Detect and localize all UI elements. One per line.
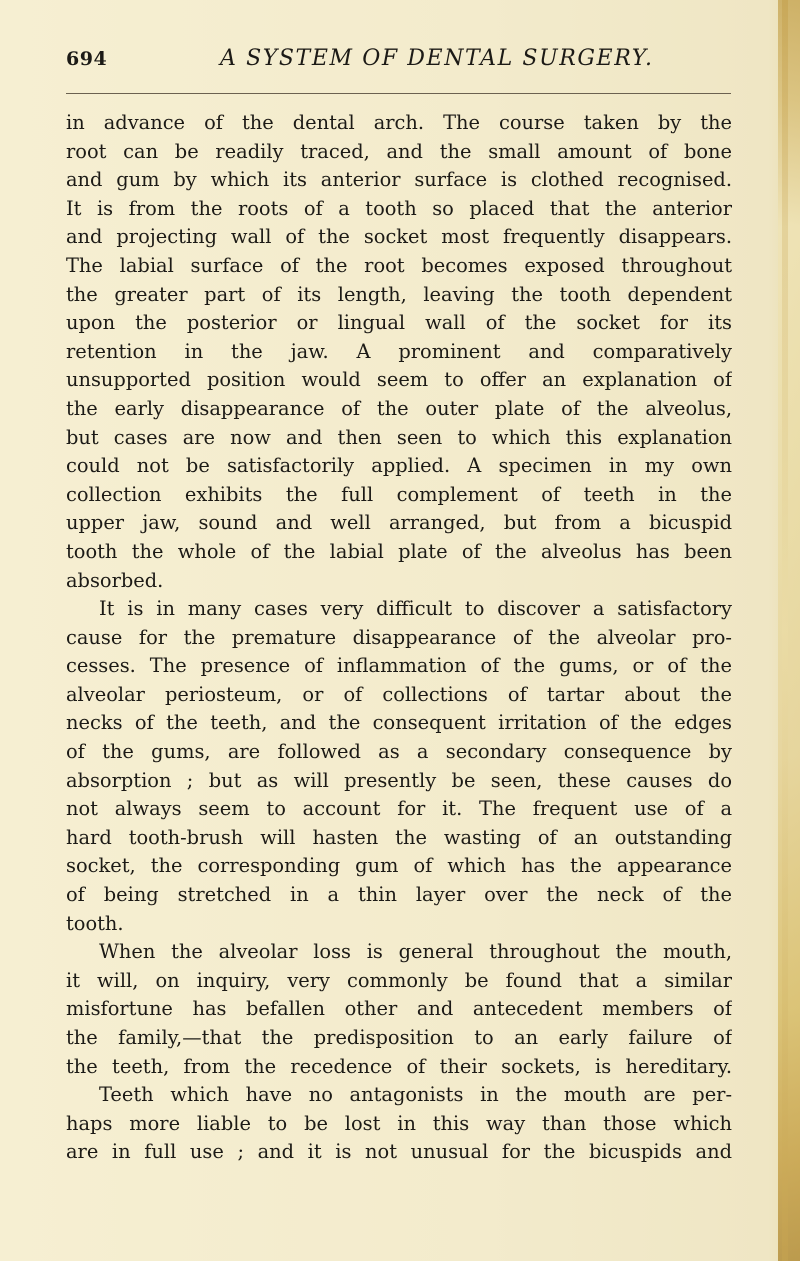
text-line: the greater part of its length, leaving the tooth dependent [66,282,732,306]
text-line: It is in many cases very difficult to discover a satisfactory [99,597,732,621]
text-line: absorption ; but as will presently be seen, these causes do [66,768,732,792]
text-line: The labial surface of the root becomes exposed throughout [66,253,732,277]
page-number: 694 [66,48,108,70]
text-line: could not be satisfactorily applied. A specimen in my own [66,454,732,478]
text-line: upper jaw, sound and well arranged, but from a bicuspid [66,511,732,535]
text-line: root can be readily traced, and the small amount of bone [66,139,732,163]
body-text [66,109,732,1167]
page-header [66,44,746,84]
text-line: the early disappearance of the outer plate of the alveolus, [66,396,732,420]
text-line: the teeth, from the recedence of their sockets, is hereditary. [66,1054,732,1078]
text-line: It is from the roots of a tooth so placed that the anterior [66,196,732,220]
text-line: Teeth which have no antagonists in the mouth are per- [99,1083,732,1107]
text-line: it will, on inquiry, very commonly be found that a similar [66,968,732,992]
text-line: cesses. The presence of inflammation of the gums, or of the [66,654,732,678]
text-line: the family,—that the predisposition to an early failure of [66,1026,732,1049]
text-line: retention in the jaw. A prominent and comparatively [66,339,732,363]
text-line: socket, the corresponding gum of which has the appearance [66,854,732,878]
text-line: hard tooth-brush will hasten the wasting of an outstanding [66,825,732,849]
text-line: not always seem to account for it. The frequent use of a [66,797,732,821]
text-line: absorbed. [66,568,164,592]
text-line: of being stretched in a thin layer over the neck of the [66,883,732,907]
text-line: alveolar periosteum, or of collections of tartar about the [66,682,732,706]
text-line: necks of the teeth, and the consequent irritation of the edges [66,711,732,735]
text-line: haps more liable to be lost in this way than those which [66,1111,732,1135]
text-line: misfortune has befallen other and antecedent members of [66,997,732,1021]
text-line: cause for the premature disappearance of the alveolar pro- [66,625,732,649]
text-line: When the alveolar loss is general throughout the mouth, [99,940,732,964]
text-line: collection exhibits the full complement of teeth in the [66,482,732,506]
text-line: and gum by which its anterior surface is clothed recognised. [66,168,732,192]
running-head: A SYSTEM OF DENTAL SURGERY. [220,46,654,71]
text-line: tooth. [66,911,124,935]
text-line: are in full use ; and it is not unusual for the bicuspids and [66,1140,732,1164]
page-edge-gilt [782,0,788,1261]
text-line: tooth the whole of the labial plate of the alveolus has been [66,539,732,563]
text-line: upon the posterior or lingual wall of the socket for its [66,311,732,335]
text-line: in advance of the dental arch. The course taken by the [66,111,732,134]
text-line: of the gums, are followed as a secondary consequence by [66,740,732,764]
text-line: unsupported position would seem to offer an explanation of [66,368,732,392]
header-rule [66,93,731,94]
text-line: and projecting wall of the socket most frequently disappears. [66,225,732,249]
text-line: but cases are now and then seen to which this explanation [66,425,732,449]
